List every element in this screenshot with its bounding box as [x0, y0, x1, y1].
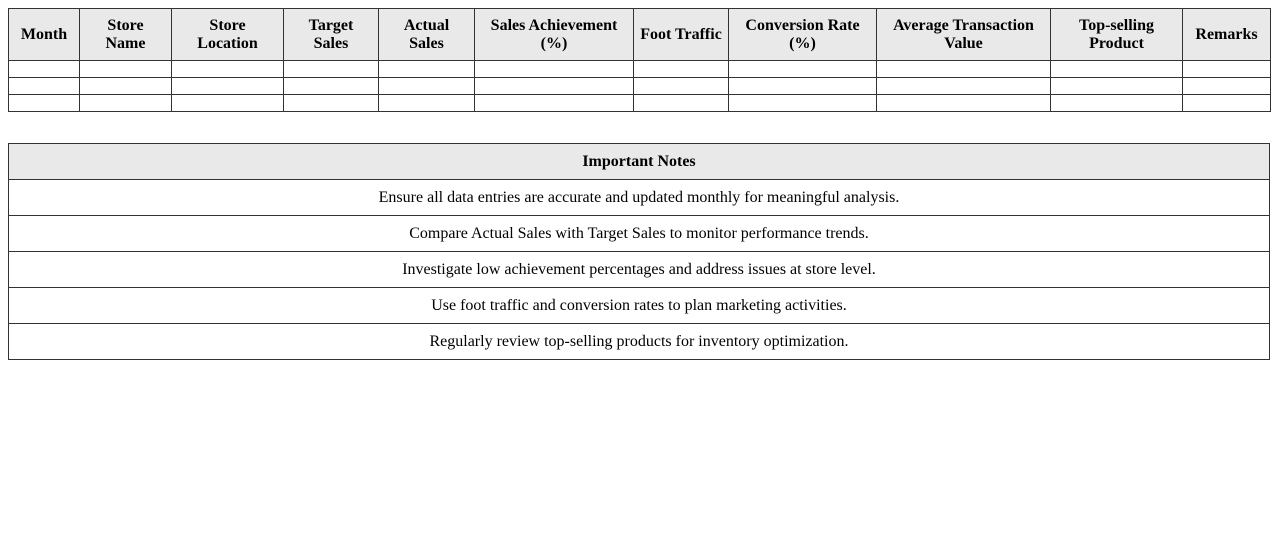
note-item: Investigate low achievement percentages and address issues at store level.: [9, 252, 1270, 288]
table-cell: [1051, 61, 1183, 78]
table-cell: [284, 61, 379, 78]
header-sales-achievement: Sales Achievement (%): [475, 9, 634, 61]
table-cell: [634, 95, 729, 112]
header-store-name: Store Name: [80, 9, 172, 61]
table-cell: [729, 61, 877, 78]
table-cell: [729, 95, 877, 112]
table-cell: [475, 95, 634, 112]
table-row: [9, 61, 1271, 78]
table-cell: [172, 78, 284, 95]
table-cell: [284, 78, 379, 95]
note-row: [9, 324, 1270, 360]
table-cell: [379, 78, 475, 95]
table-cell: [634, 78, 729, 95]
table-cell: [1183, 95, 1271, 112]
sales-table: [8, 8, 1271, 112]
notes-header-row: [9, 144, 1270, 180]
table-cell: [634, 61, 729, 78]
table-cell: [1183, 78, 1271, 95]
table-cell: [9, 95, 80, 112]
note-row: [9, 180, 1270, 216]
note-item: Ensure all data entries are accurate and updated monthly for meaningful analysis.: [9, 180, 1270, 216]
header-remarks: Remarks: [1183, 9, 1271, 61]
table-cell: [80, 95, 172, 112]
header-month: Month: [9, 9, 80, 61]
table-cell: [1051, 95, 1183, 112]
table-cell: [9, 61, 80, 78]
table-cell: [729, 78, 877, 95]
table-cell: [379, 61, 475, 78]
table-cell: [80, 61, 172, 78]
table-row: [9, 78, 1271, 95]
header-actual-sales: Actual Sales: [379, 9, 475, 61]
header-top-selling-product: Top-selling Product: [1051, 9, 1183, 61]
note-item: Regularly review top-selling products for inventory optimization.: [9, 324, 1270, 360]
header-target-sales: Target Sales: [284, 9, 379, 61]
table-cell: [284, 95, 379, 112]
note-row: [9, 288, 1270, 324]
table-cell: [172, 61, 284, 78]
note-row: [9, 252, 1270, 288]
table-cell: [877, 95, 1051, 112]
table-cell: [80, 78, 172, 95]
header-store-location: Store Location: [172, 9, 284, 61]
note-item: Compare Actual Sales with Target Sales to monitor performance trends.: [9, 216, 1270, 252]
note-row: [9, 216, 1270, 252]
table-row: [9, 95, 1271, 112]
notes-title: Important Notes: [9, 144, 1270, 180]
table-cell: [1051, 78, 1183, 95]
table-cell: [1183, 61, 1271, 78]
table-cell: [475, 61, 634, 78]
header-conversion-rate: Conversion Rate (%): [729, 9, 877, 61]
header-average-transaction-value: Average Transaction Value: [877, 9, 1051, 61]
notes-table: [8, 143, 1270, 360]
sales-table-header-row: [9, 9, 1271, 61]
table-cell: [877, 78, 1051, 95]
table-cell: [379, 95, 475, 112]
note-item: Use foot traffic and conversion rates to plan marketing activities.: [9, 288, 1270, 324]
table-cell: [9, 78, 80, 95]
table-cell: [172, 95, 284, 112]
table-cell: [475, 78, 634, 95]
table-cell: [877, 61, 1051, 78]
header-foot-traffic: Foot Traffic: [634, 9, 729, 61]
